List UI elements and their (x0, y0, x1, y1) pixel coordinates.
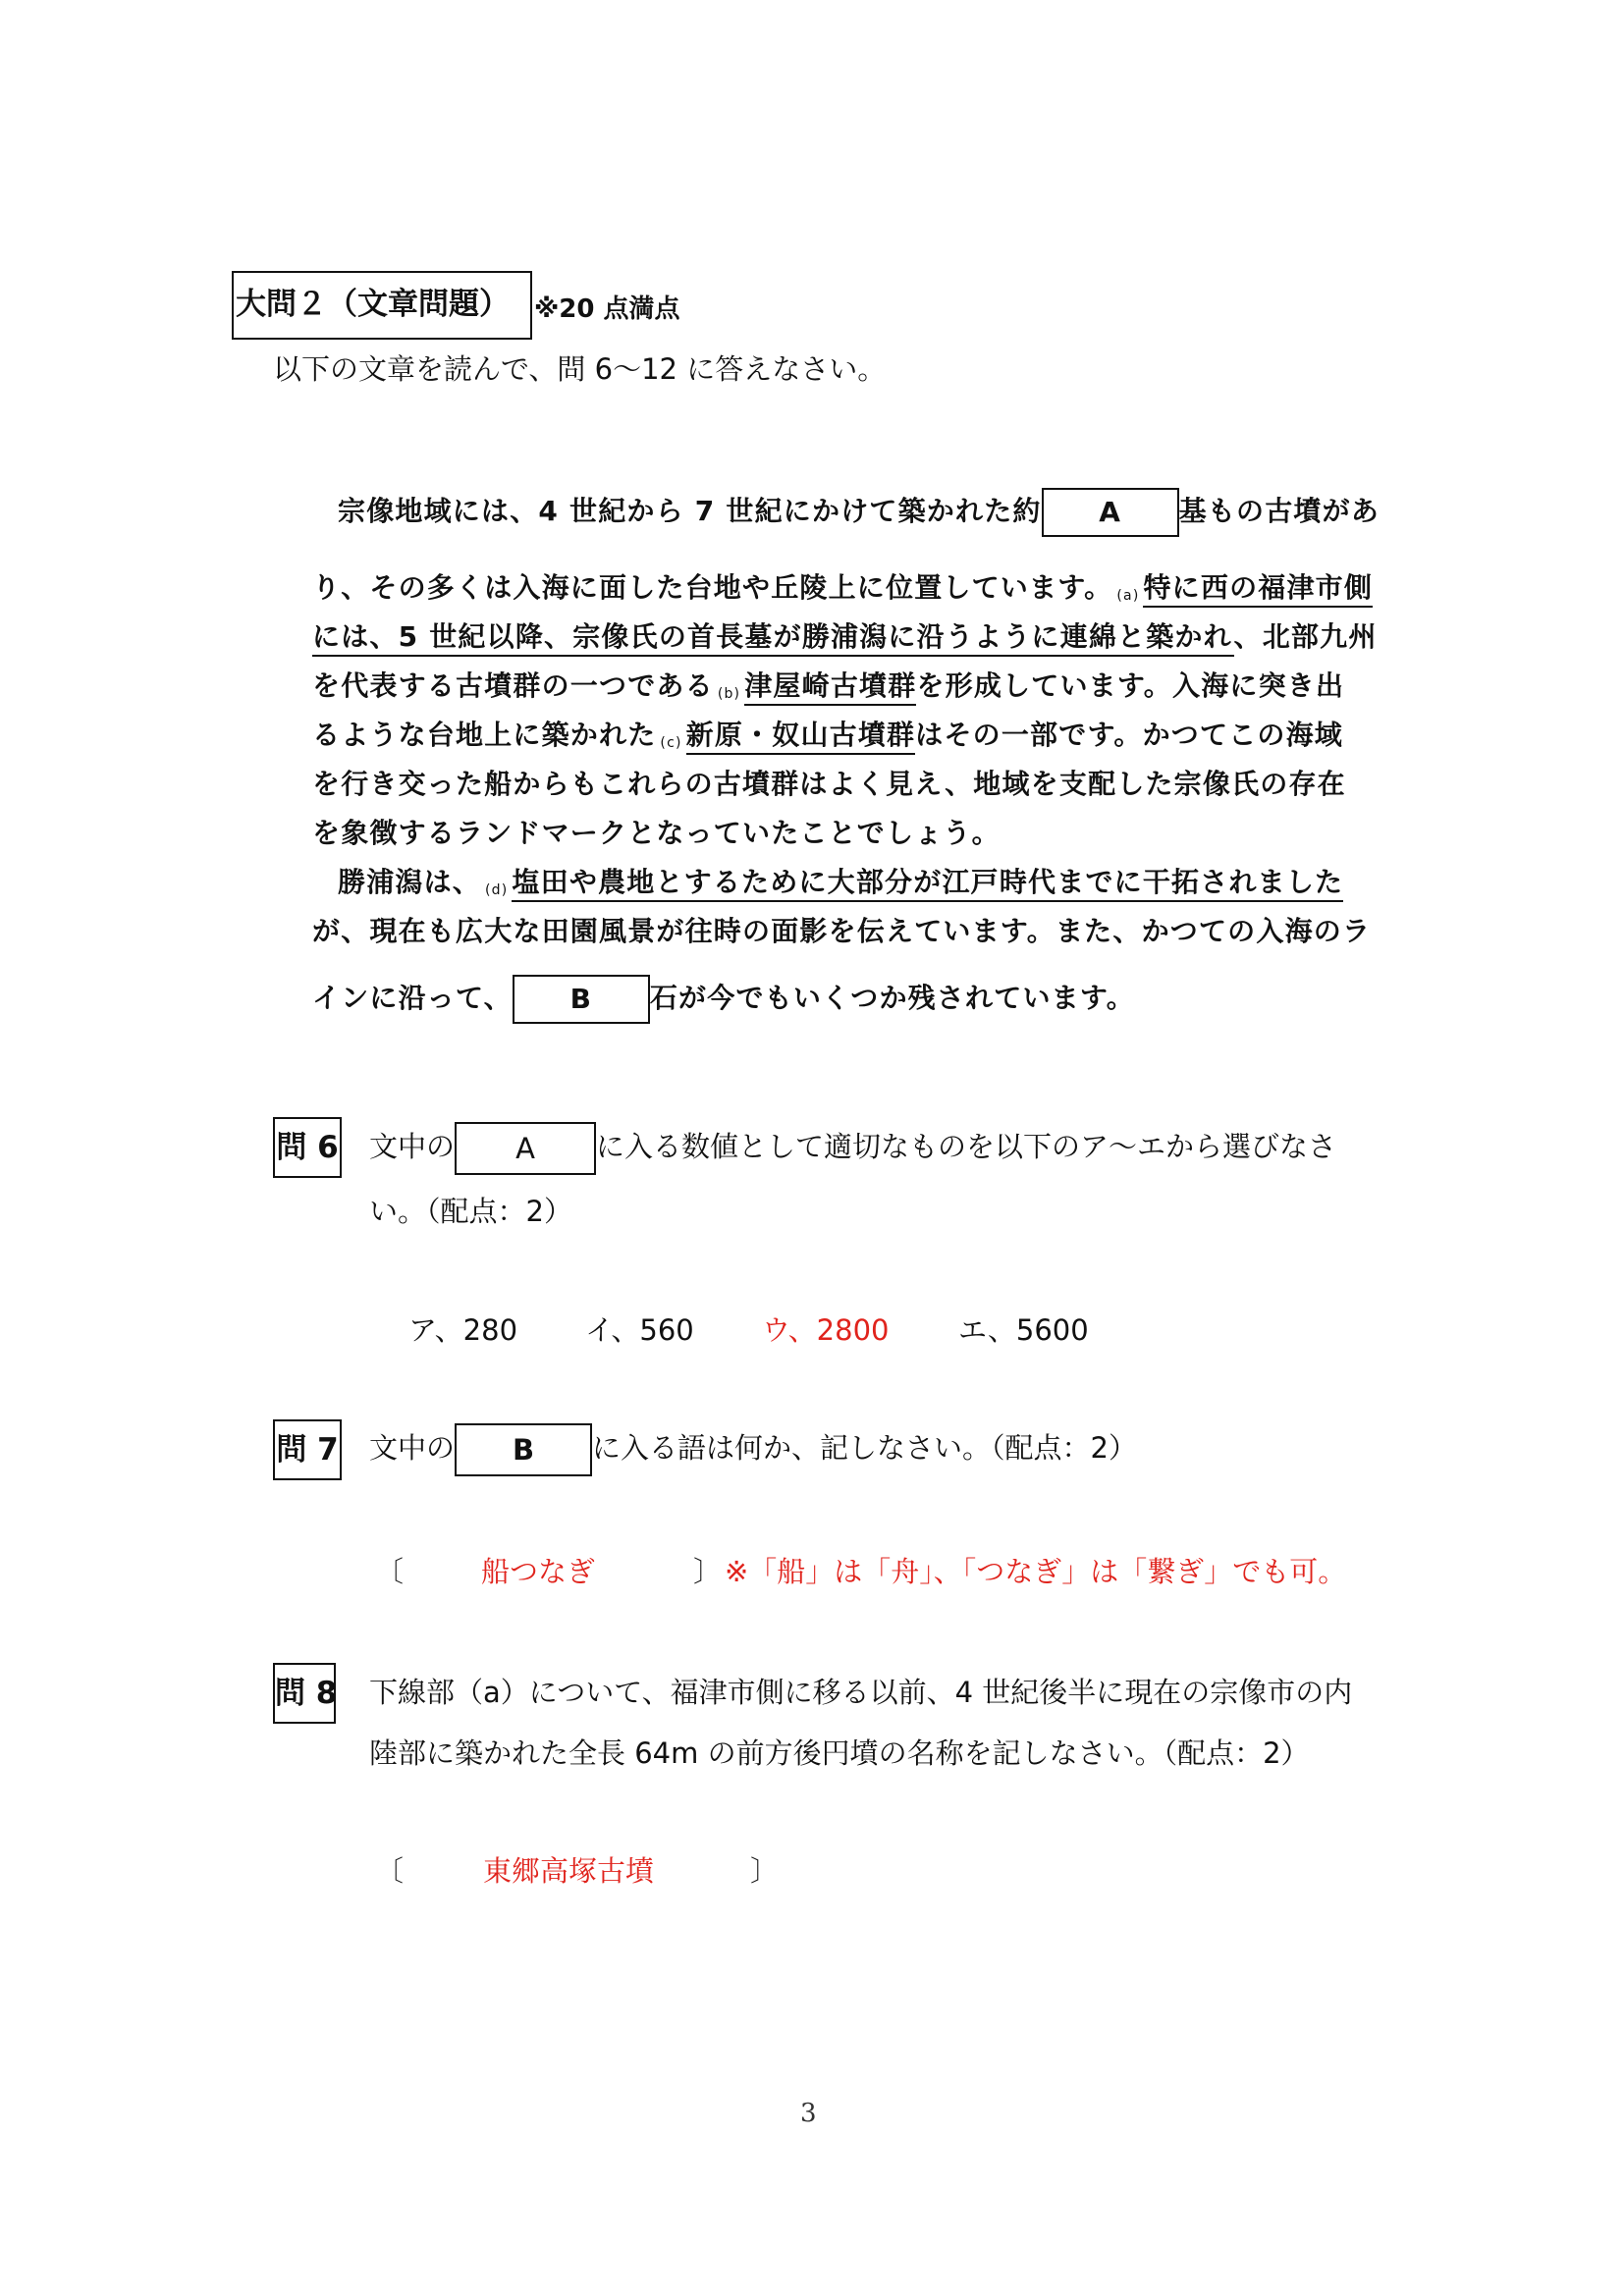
mark-b: (b) (717, 686, 741, 702)
passage-line-9: が、現在も広大な田園風景が往時の面影を伝えています。また、かつての入海のラ (312, 915, 1372, 947)
passage-line-5 (312, 714, 1343, 753)
text: はその一部です。かつてこの海域 (915, 719, 1344, 751)
text: を代表する古墳群の一つである (312, 669, 714, 702)
q7-answer-note: ※「船」は「舟」、「つなぎ」は「繋ぎ」でも可。 (725, 1555, 1347, 1588)
passage-line-6: を行き交った船からもこれらの古墳群はよく見え、地域を支配した宗像氏の存在 (312, 768, 1346, 800)
text: り、その多くは入海に面した台地や丘陵上に位置しています。 (312, 571, 1113, 604)
passage-line-3 (312, 615, 1378, 655)
q8-bracket-close: 〕 (750, 1854, 780, 1888)
q6-choice-a: ア、280 (408, 1313, 518, 1347)
q6-choice-i: イ、560 (585, 1313, 694, 1347)
q7-text (369, 1423, 1137, 1476)
q8-text-line-2: 陸部に築かれた全長 64m の前方後円墳の名称を記しなさい。（配点：2） (369, 1736, 1310, 1770)
mark-d: (d) (485, 882, 509, 898)
passage-line-4 (312, 665, 1344, 704)
text: 宗像地域には、4 世紀から 7 世紀にかけて築かれた約 (338, 495, 1042, 527)
text: 文中の (369, 1431, 456, 1465)
text: 文中の (369, 1130, 456, 1163)
passage-line-7: を象徴するランドマークとなっていたことでしょう。 (312, 817, 1001, 849)
text: を形成しています。入海に突き出 (916, 669, 1345, 702)
text: 基もの古墳があ (1178, 495, 1380, 527)
text: 、北部九州 (1233, 620, 1378, 653)
underline-a-cont: には、5 世紀以降、宗像氏の首長墓が勝浦潟に沿うように連綿と築かれ (312, 620, 1234, 657)
text: インに沿って、 (312, 982, 513, 1014)
q6-text-cont: い。（配点：2） (369, 1195, 572, 1228)
q8-answer: 東郷高塚古墳 (483, 1854, 655, 1888)
section-note: ※20 点満点 (534, 294, 680, 324)
passage-line-10 (312, 975, 1135, 1024)
passage-line-2 (312, 566, 1373, 606)
q6-blank: A (455, 1122, 596, 1175)
text: に入る数値として適切なものを以下のア～エから選びなさ (596, 1130, 1337, 1163)
q6-text (369, 1122, 1336, 1175)
q7-answer: 船つなぎ (481, 1555, 596, 1588)
underline-d: 塩田や農地とするために大部分が江戸時代までに干拓されました (512, 866, 1343, 902)
mark-a: (a) (1116, 588, 1140, 604)
q6-label: 問 6 (273, 1117, 342, 1178)
underline-c: 新原・奴山古墳群 (686, 719, 916, 755)
passage-line-1 (338, 488, 1380, 537)
underline-a: 特に西の福津市側 (1143, 571, 1373, 608)
underline-b: 津屋崎古墳群 (744, 669, 916, 706)
blank-b: B (513, 975, 650, 1024)
instruction: 以下の文章を読んで、問 6～12 に答えなさい。 (273, 352, 887, 386)
q7-bracket-close: 〕 (693, 1555, 723, 1588)
text: るような台地上に築かれた (312, 719, 657, 751)
q7-label: 問 7 (273, 1419, 342, 1480)
q8-bracket-open: 〔 (375, 1854, 405, 1888)
q8-text-line-1: 下線部（a）について、福津市側に移る以前、4 世紀後半に現在の宗像市の内 (369, 1676, 1353, 1709)
text: に入る語は何か、記しなさい。（配点：2） (592, 1431, 1137, 1465)
passage-line-8 (338, 861, 1343, 900)
text: 石が今でもいくつか残されています。 (649, 982, 1136, 1014)
q7-bracket-open: 〔 (375, 1555, 405, 1588)
page-number: 3 (800, 2099, 817, 2128)
section-title: 大問２（文章問題） (232, 271, 532, 340)
mark-c: (c) (660, 735, 682, 751)
q6-choice-u-answer: ウ、2800 (762, 1313, 890, 1347)
q8-label: 問 8 (273, 1663, 336, 1724)
q7-blank: B (455, 1423, 592, 1476)
blank-a: A (1042, 488, 1179, 537)
q6-choice-e: エ、5600 (958, 1313, 1089, 1347)
text: 勝浦潟は、 (338, 866, 482, 898)
